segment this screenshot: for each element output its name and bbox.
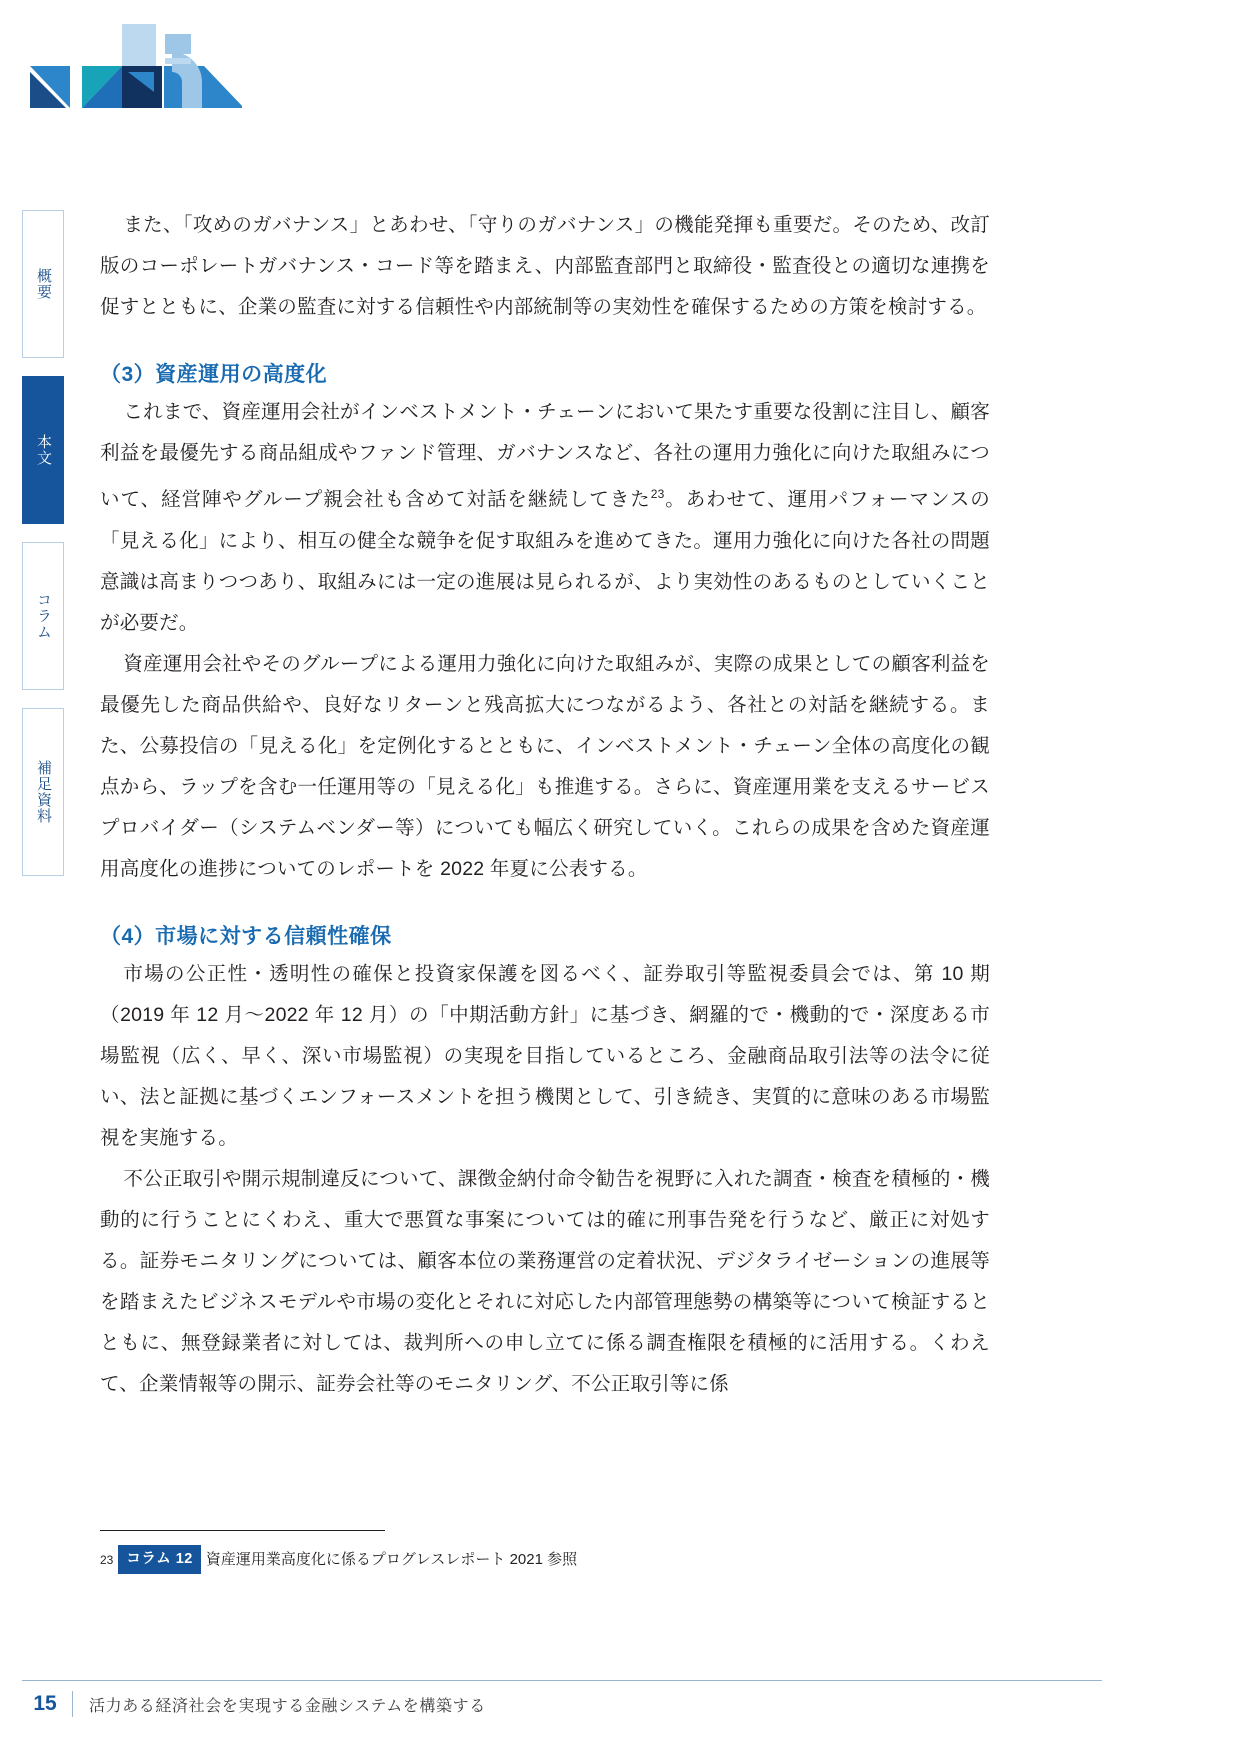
paragraph-3-1-text-b: 。あわせて、運用パフォーマンスの「見える化」により、相互の健全な競争を促す取組みを進めてきた。運用力強化に向けた各社の問題意識は高まりつつあり、取組みには一定の進展は見られるが、より実効性のあるものとしていくことが必要だ。 <box>100 488 990 634</box>
column-badge[interactable]: コラム 12 <box>118 1545 201 1574</box>
paragraph-3-2: 資産運用会社やそのグループによる運用力強化に向けた取組みが、実際の成果としての顧客利益を最優先した商品供給や、良好なリターンと残高拡大につながるよう、各社との対話を継続する。また、公募投信の「見える化」を定例化するとともに、インベストメント・チェーン全体の高度化の観点から、ラップを含む一任運用等の「見える化」も推進する。さらに、資産運用業を支えるサービスプロバイダー（システムベンダー等）についても幅広く研究していく。これらの成果を含めた資産運用高度化の進捗についてのレポートを 2022 年夏に公表する。 <box>100 652 990 880</box>
spacer <box>100 328 990 358</box>
organization-logo <box>22 22 242 112</box>
sidebar-tab-column-label: コラム <box>35 592 52 640</box>
heading-section-3: （3）資産運用の高度化 <box>100 363 328 386</box>
page-number: 15 <box>33 1692 57 1715</box>
sidebar-tab-hosoku-label: 補足資料 <box>35 760 52 824</box>
paragraph-4-2: 不公正取引や開示規制違反について、課徴金納付命令勧告を視野に入れた調査・検査を積極的・機動的に行うことにくわえ、重大で悪質な事案については的確に刑事告発を行うなど、厳正に対処する。証券モニタリングについては、顧客本位の業務運営の定着状況、デジタライゼーションの進展等を踏まえたビジネスモデルや市場の変化とそれに対応した内部管理態勢の構築等について検証するとともに、無登録業者に対しては、裁判所への申し立てに係る調査権限を積極的に活用する。くわえて、企業情報等の開示、証券会社等のモニタリング、不公正取引等に係 <box>100 1167 990 1395</box>
footnote-divider <box>100 1530 385 1531</box>
sidebar-tab-hosoku[interactable] <box>22 708 64 876</box>
sidebar-tabs <box>22 210 64 894</box>
document-body <box>100 205 990 1405</box>
spacer <box>100 890 990 920</box>
paragraph-intro: また、「攻めのガバナンス」とあわせ、「守りのガバナンス」の機能発揮も重要だ。そのため、改訂版のコーポレートガバナンス・コード等を踏まえ、内部監査部門と取締役・監査役との適切な連携を促すとともに、企業の監査に対する信頼性や内部統制等の実効性を確保するための方策を検討する。 <box>100 214 990 318</box>
footnote-text: 資産運用業高度化に係るプログレスレポート 2021 参照 <box>205 1550 578 1568</box>
sidebar-tab-honbun-label: 本文 <box>35 434 52 466</box>
sidebar-tab-honbun[interactable] <box>22 376 64 524</box>
heading-section-4: （4）市場に対する信頼性確保 <box>100 924 392 948</box>
footer-divider-line <box>22 1680 1102 1681</box>
paragraph-3-1-text-a: これまで、資産運用会社がインベストメント・チェーンにおいて果たす重要な役割に注目し、顧客利益を最優先する商品組成やファンド管理、ガバナンスなど、各社の運用力強化に向けた取組みについて、経営陣やグループ親会社も含めて対話を継続してきた <box>100 401 990 511</box>
page-footer <box>22 1691 1219 1717</box>
sidebar-tab-column[interactable] <box>22 542 64 690</box>
footnote-area <box>100 1530 990 1574</box>
footer-title: 活力ある経済社会を実現する金融システムを構築する <box>89 1697 486 1715</box>
footnote-item <box>100 1545 990 1574</box>
sidebar-tab-gaiyou-label: 概要 <box>35 268 52 300</box>
footnote-marker-23: 23 <box>650 487 665 501</box>
footnote-number: 23 <box>100 1552 114 1567</box>
paragraph-4-1: 市場の公正性・透明性の確保と投資家保護を図るべく、証券取引等監視委員会では、第 10 期（2019 年 12 月〜2022 年 12 月）の「中期活動方針」に基づき、網羅的で・機動的で・深度ある市場監視（広く、早く、深い市場監視）の実現を目指しているところ、金融商品取引法等の法令に従い、法と証拠に基づくエンフォースメントを担う機関として、引き続き、実質的に意味のある市場監視を実施する。 <box>100 962 990 1149</box>
footer-separator <box>72 1691 73 1717</box>
sidebar-tab-gaiyou[interactable] <box>22 210 64 358</box>
paragraph-3-1 <box>100 392 990 644</box>
